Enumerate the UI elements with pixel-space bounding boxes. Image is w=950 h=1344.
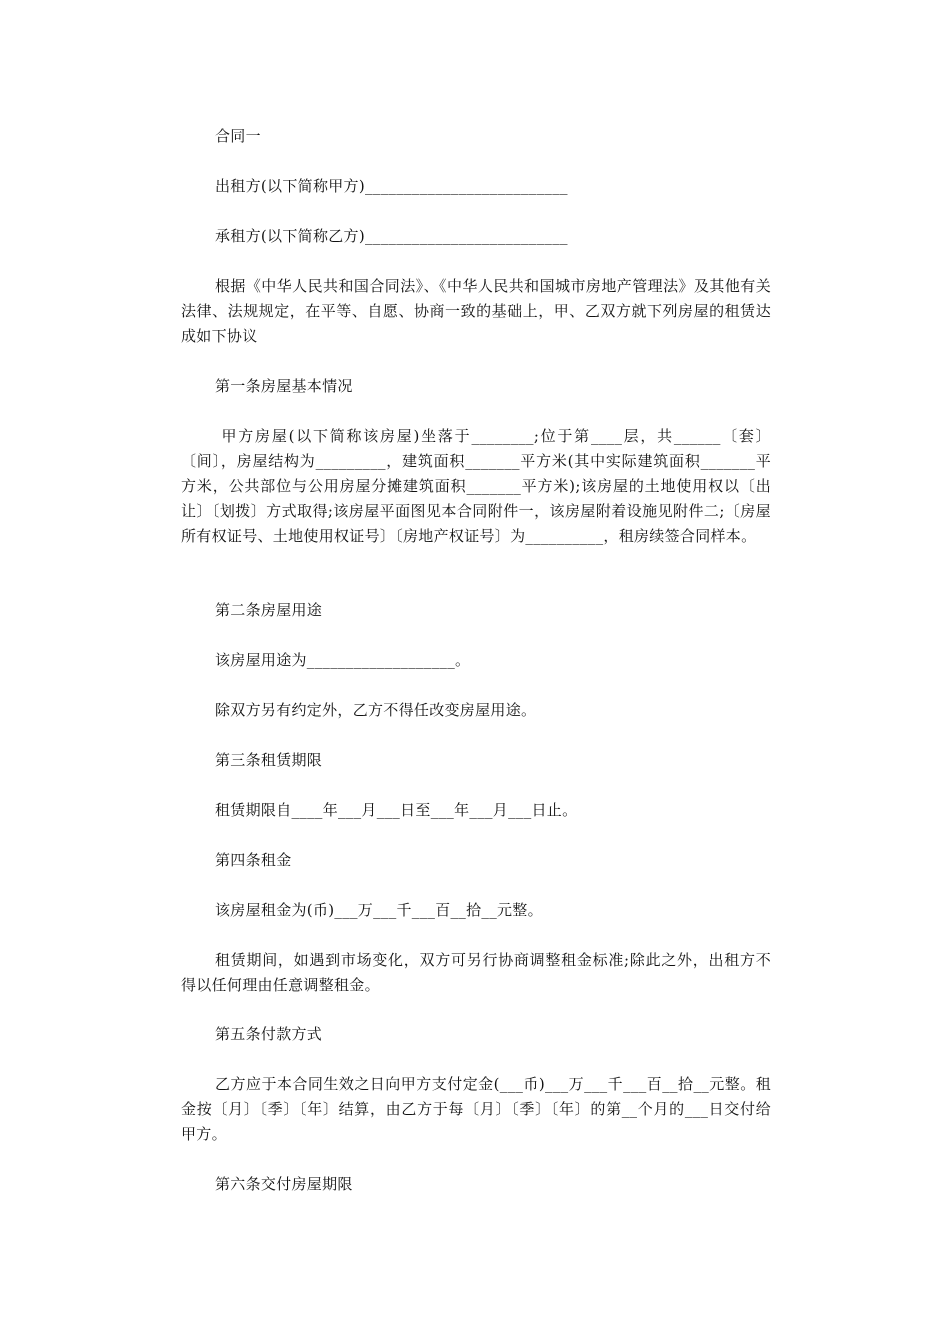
lessee-line: 承租方(以下简称乙方)__________________________ — [215, 227, 568, 245]
article-1-body: 甲方房屋(以下简称该房屋)坐落于________;位于第____层，共______〔套〕〔间〕，房屋结构为_________，建筑面积_______平方米(其中实际建筑面积_______平方米，公共部位与公用房屋分摊建筑面积_______平方米);该房屋的土地使用权以〔出让〕〔划拨〕方式取得;该房屋平面图见本合同附件一，该房屋附着设施见附件二;〔房屋所有权证号、土地使用权证号〕〔房地产权证号〕为__________，租房续签合同样本。 — [181, 427, 771, 545]
article-2-restriction: 除双方另有约定外，乙方不得任改变房屋用途。 — [215, 701, 537, 719]
article-5-body: 乙方应于本合同生效之日向甲方支付定金(___币)___万___千___百__拾__元整。租金按〔月〕〔季〕〔年〕结算，由乙方于每〔月〕〔季〕〔年〕的第__个月的___日交付给甲方。 — [181, 1075, 771, 1143]
article-1-title: 第一条房屋基本情况 — [215, 377, 353, 395]
article-3-title: 第三条租赁期限 — [215, 751, 323, 769]
article-4-amount: 该房屋租金为(币)___万___千___百__拾__元整。 — [215, 901, 543, 919]
article-2-use: 该房屋用途为___________________。 — [215, 651, 471, 669]
heading-contract-one: 合同一 — [215, 127, 261, 145]
article-6-title: 第六条交付房屋期限 — [215, 1175, 353, 1193]
lessor-line: 出租方(以下简称甲方)__________________________ — [215, 177, 568, 195]
article-2-title: 第二条房屋用途 — [215, 601, 323, 619]
article-4-title: 第四条租金 — [215, 851, 292, 869]
article-5-title: 第五条付款方式 — [215, 1025, 323, 1043]
article-4-adjust: 租赁期间，如遇到市场变化，双方可另行协商调整租金标准;除此之外，出租方不得以任何理由任意调整租金。 — [181, 951, 771, 994]
preamble-paragraph: 根据《中华人民共和国合同法》、《中华人民共和国城市房地产管理法》及其他有关法律、法规规定，在平等、自愿、协商一致的基础上，甲、乙双方就下列房屋的租赁达成如下协议 — [181, 277, 771, 345]
article-3-body: 租赁期限自____年___月___日至___年___月___日止。 — [215, 801, 578, 819]
